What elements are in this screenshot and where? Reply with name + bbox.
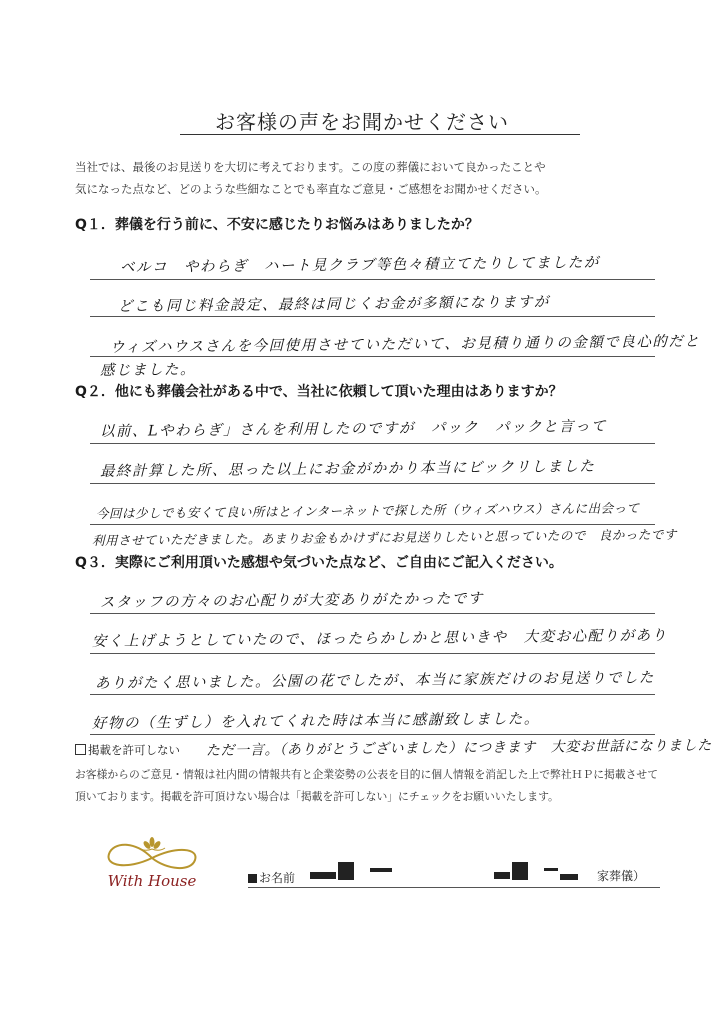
intro-line: 気になった点など、どのような些細なことでも率直なご意見・ご感想をお聞かせください。	[75, 182, 547, 196]
privacy-notice	[75, 764, 665, 808]
one-word-comment: ただ一言。（ありがとうございました）につきます 大変お世話になりました	[205, 737, 713, 760]
square-bullet-icon	[248, 874, 257, 883]
answer-rule	[90, 653, 655, 654]
flower-icon	[139, 837, 165, 850]
redacted-name-block	[338, 862, 354, 880]
question-1: Q１．葬儀を行う前に、不安に感じたりお悩みはありましたか？	[75, 217, 479, 233]
answer-2-line-3: 今回は少しでも安くて良い所はとインターネットで探した所（ウィズハウス）さんに出会って	[95, 500, 640, 522]
redacted-name-block	[512, 862, 528, 880]
answer-3-line-1: スタッフの方々のお心配りが大変ありがたかったです	[99, 590, 484, 612]
logo-infinity-shape	[109, 845, 196, 868]
notice-line: 頂いております。掲載を許可頂けない場合は「掲載を許可しない」にチェックをお願いいたします。	[75, 790, 559, 803]
answer-2-line-1: 以前、Lやわらぎ」さんを利用したのですが パック パックと言って	[99, 418, 608, 441]
funeral-suffix: 家葬儀）	[597, 869, 646, 883]
answer-rule	[90, 694, 655, 695]
intro-line: 当社では、最後のお見送りを大切に考えております。この度の葬儀において良かったことや	[75, 160, 546, 174]
redacted-name-block	[310, 872, 336, 879]
question-3: Q３．実際にご利用頂いた感想や気づいた点など、ご自由にご記入ください。	[75, 555, 563, 571]
question-2: Q２．他にも葬儀会社がある中で、当社に依頼して頂いた理由はありますか？	[75, 384, 563, 400]
answer-rule	[90, 524, 655, 525]
answer-1-line-2: どこも同じ料金設定、最終は同じくお金が多額になりますが	[117, 294, 550, 316]
form-title: お客様の声をお聞かせください	[215, 110, 509, 134]
answer-2-line-4: 利用させていただきました。あまりお金もかけずにお見送りしたいと思っていたので 良かったです	[91, 526, 677, 549]
redacted-name-block	[544, 868, 558, 871]
title-underline	[180, 134, 580, 135]
answer-1-line-4: 感じました。	[99, 361, 196, 380]
redacted-name-block	[560, 874, 578, 880]
answer-3-line-2: 安く上げようとしていたので、ほったらかしかと思いきや 大変お心配りがあり	[91, 627, 668, 651]
answer-3-line-4: 好物の（生ずし）を入れてくれた時は本当に感謝致しました。	[91, 711, 540, 733]
name-underline	[248, 887, 660, 888]
answer-rule	[90, 279, 655, 280]
name-label: お名前	[248, 869, 295, 886]
answer-rule	[90, 356, 655, 357]
answer-1-line-3: ウィズハウスさんを今回使用させていただいて、お見積り通りの金額で良心的だと	[109, 333, 701, 357]
answer-1-line-1: ベルコ やわらぎ ハート見クラブ等色々積立てたりしてましたが	[119, 254, 600, 277]
redacted-name-block	[494, 872, 510, 879]
answer-rule	[90, 734, 655, 735]
answer-rule	[90, 443, 655, 444]
answer-3-line-3: ありがたく思いました。公園の花でしたが、本当に家族だけのお見送りでした	[94, 670, 655, 693]
intro-text	[75, 156, 675, 200]
redacted-name-block	[370, 868, 392, 872]
answer-rule	[90, 613, 655, 614]
notice-line: お客様からのご意見・情報は社内間の情報共有と企業姿勢の公表を目的に個人情報を消記した上で弊社ＨＰに掲載させて	[75, 768, 659, 781]
answer-rule	[90, 316, 655, 317]
answer-2-line-2: 最終計算した所、思った以上にお金がかかり本当にビックリしました	[99, 458, 596, 481]
permission-checkbox[interactable]	[75, 742, 180, 758]
answer-rule	[90, 483, 655, 484]
permission-label: 掲載を許可しない	[88, 743, 180, 757]
checkbox-icon[interactable]	[75, 744, 86, 755]
logo-text: With House	[107, 872, 197, 890]
with-house-logo	[95, 836, 210, 894]
